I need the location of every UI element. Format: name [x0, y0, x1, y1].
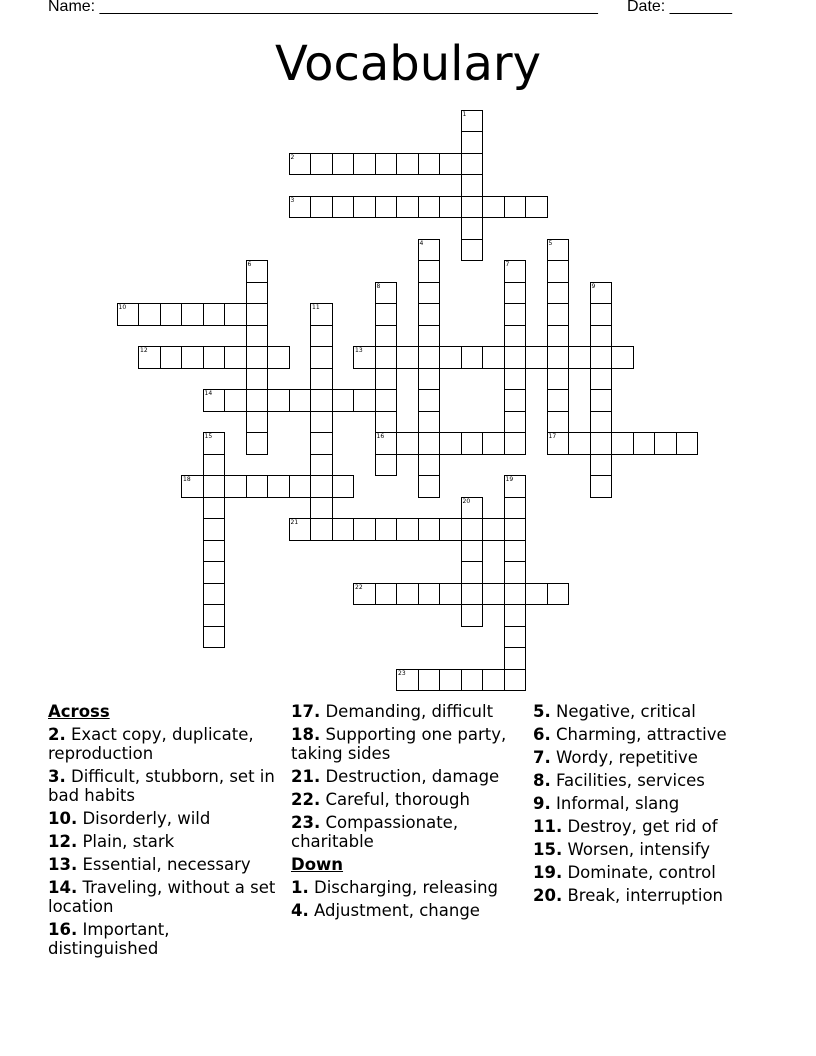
- crossword-cell[interactable]: [504, 669, 527, 692]
- crossword-cell[interactable]: [461, 196, 484, 219]
- clue-item-text: Essential, necessary: [77, 855, 251, 874]
- crossword-cell[interactable]: [203, 583, 226, 606]
- crossword-cell[interactable]: [375, 303, 398, 326]
- crossword-cell[interactable]: [418, 153, 441, 176]
- clue-item: [533, 702, 768, 721]
- crossword-cell[interactable]: [504, 497, 527, 520]
- crossword-cell[interactable]: [504, 583, 527, 606]
- clue-item-number: 21.: [291, 767, 321, 786]
- clue-item-number: 10.: [48, 809, 78, 828]
- crossword-cell[interactable]: [396, 153, 419, 176]
- crossword-cell[interactable]: [310, 432, 333, 455]
- crossword-cell[interactable]: [396, 518, 419, 541]
- crossword-cell[interactable]: [590, 389, 613, 412]
- crossword-cell[interactable]: [547, 346, 570, 369]
- crossword-cell[interactable]: [289, 196, 312, 219]
- crossword-cell[interactable]: [267, 475, 290, 498]
- clue-item-text: Destroy, get rid of: [562, 817, 718, 836]
- clue-item-text: Traveling, without a set location: [48, 878, 276, 916]
- clue-number: 14: [204, 390, 213, 397]
- crossword-cell[interactable]: [160, 303, 183, 326]
- clue-item: [48, 767, 283, 805]
- crossword-cell[interactable]: [375, 346, 398, 369]
- crossword-cell[interactable]: [547, 282, 570, 305]
- clue-number: 9: [591, 282, 596, 290]
- crossword-cell[interactable]: [246, 282, 269, 305]
- crossword-cell[interactable]: [547, 325, 570, 348]
- crossword-cell[interactable]: [246, 432, 269, 455]
- crossword-cell[interactable]: [396, 346, 419, 369]
- crossword-cell[interactable]: [418, 303, 441, 326]
- clue-item: [291, 790, 526, 809]
- crossword-cell[interactable]: [310, 475, 333, 498]
- clue-item-text: Destruction, damage: [320, 767, 500, 786]
- crossword-cell[interactable]: [246, 325, 269, 348]
- crossword-cell[interactable]: [439, 153, 462, 176]
- clue-number: 8: [376, 282, 381, 290]
- clue-item-text: Demanding, difficult: [320, 702, 494, 721]
- clue-item-number: 17.: [291, 702, 321, 721]
- clues-column-3: [533, 702, 768, 909]
- crossword-cell[interactable]: [418, 325, 441, 348]
- crossword-cell[interactable]: [332, 153, 355, 176]
- crossword-cell[interactable]: [461, 669, 484, 692]
- clue-item-number: 12.: [48, 832, 78, 851]
- crossword-cell[interactable]: [461, 346, 484, 369]
- crossword-cell[interactable]: [353, 196, 376, 219]
- crossword-cell[interactable]: [418, 346, 441, 369]
- crossword-cell[interactable]: [375, 432, 398, 455]
- crossword-cell[interactable]: [482, 346, 505, 369]
- clue-item: [48, 809, 283, 828]
- crossword-cell[interactable]: [590, 411, 613, 434]
- crossword-cell[interactable]: [246, 260, 269, 283]
- clue-item-text: Worsen, intensify: [562, 840, 710, 859]
- crossword-cell[interactable]: [160, 346, 183, 369]
- clue-item-text: Exact copy, duplicate, reproduction: [48, 725, 254, 763]
- clue-number: 22: [355, 583, 363, 591]
- clue-item-number: 1.: [291, 878, 309, 897]
- crossword-cell[interactable]: [203, 346, 226, 369]
- crossword-cell[interactable]: [203, 626, 226, 649]
- crossword-cell[interactable]: [439, 669, 462, 692]
- crossword-cell[interactable]: [310, 497, 333, 520]
- crossword-cell[interactable]: [482, 518, 505, 541]
- clue-section-heading: Across: [48, 702, 110, 721]
- crossword-cell[interactable]: [461, 153, 484, 176]
- crossword-cell[interactable]: [310, 196, 333, 219]
- crossword-cell[interactable]: [504, 368, 527, 391]
- crossword-cell[interactable]: [525, 346, 548, 369]
- crossword-cell[interactable]: [418, 389, 441, 412]
- crossword-cell[interactable]: [224, 475, 247, 498]
- clue-item-number: 22.: [291, 790, 321, 809]
- clue-number: 23: [398, 669, 406, 677]
- clues-column-1: [48, 702, 283, 962]
- clue-item: [48, 855, 283, 874]
- crossword-cell[interactable]: [547, 303, 570, 326]
- crossword-cell[interactable]: [418, 260, 441, 283]
- crossword-cell[interactable]: [310, 368, 333, 391]
- clue-number: 19: [505, 476, 514, 483]
- clue-number: 4: [419, 239, 424, 247]
- clue-item: [48, 725, 283, 763]
- clue-number: 2: [290, 153, 295, 161]
- crossword-cell[interactable]: [203, 561, 226, 584]
- clue-item-number: 3.: [48, 767, 66, 786]
- crossword-cell[interactable]: [439, 346, 462, 369]
- crossword-cell[interactable]: [633, 432, 656, 455]
- clue-item-text: Informal, slang: [550, 794, 680, 813]
- clue-item: [48, 920, 283, 958]
- crossword-cell[interactable]: [439, 432, 462, 455]
- crossword-cell[interactable]: [461, 497, 484, 520]
- crossword-cell[interactable]: [461, 174, 484, 197]
- crossword-cell[interactable]: [267, 389, 290, 412]
- clue-number: 18: [183, 476, 191, 483]
- crossword-cell[interactable]: [203, 432, 226, 455]
- crossword-cell[interactable]: [289, 389, 312, 412]
- clue-item-text: Careful, thorough: [320, 790, 470, 809]
- crossword-cell[interactable]: [525, 583, 548, 606]
- crossword-cell[interactable]: [246, 303, 269, 326]
- crossword-cell[interactable]: [375, 411, 398, 434]
- crossword-cell[interactable]: [375, 368, 398, 391]
- crossword-cell[interactable]: [547, 260, 570, 283]
- crossword-cell[interactable]: [590, 282, 613, 305]
- clue-item-number: 4.: [291, 901, 309, 920]
- clue-item-number: 9.: [533, 794, 551, 813]
- crossword-cell[interactable]: [375, 518, 398, 541]
- crossword-cell[interactable]: [396, 196, 419, 219]
- crossword-cell[interactable]: [396, 432, 419, 455]
- crossword-cell[interactable]: [590, 346, 613, 369]
- crossword-cell[interactable]: [590, 475, 613, 498]
- clue-number: 7: [505, 261, 510, 268]
- crossword-cell[interactable]: [482, 432, 505, 455]
- clue-item-number: 20.: [533, 886, 563, 905]
- clue-item-text: Break, interruption: [562, 886, 724, 905]
- crossword-cell[interactable]: [246, 389, 269, 412]
- clue-item-text: Compassionate, charitable: [291, 813, 459, 851]
- clue-section-heading: Down: [291, 855, 344, 874]
- crossword-cell[interactable]: [246, 411, 269, 434]
- date-field-label: Date: _______: [627, 0, 732, 15]
- crossword-cell[interactable]: [504, 389, 527, 412]
- clue-item: [48, 878, 283, 916]
- clue-item: [291, 901, 526, 920]
- crossword-cell[interactable]: [353, 389, 376, 412]
- crossword-cell[interactable]: [590, 432, 613, 455]
- clue-item-number: 16.: [48, 920, 78, 939]
- crossword-cell[interactable]: [289, 518, 312, 541]
- clue-number: 10: [118, 304, 127, 311]
- clue-item: [533, 748, 768, 767]
- clue-item-number: 23.: [291, 813, 321, 832]
- clue-item: [533, 840, 768, 859]
- clue-number: 15: [204, 433, 213, 440]
- clue-item-number: 19.: [533, 863, 563, 882]
- crossword-cell[interactable]: [203, 604, 226, 627]
- crossword-cell[interactable]: [353, 518, 376, 541]
- crossword-cell[interactable]: [590, 368, 613, 391]
- crossword-cell[interactable]: [332, 196, 355, 219]
- clue-item: [291, 702, 526, 721]
- crossword-cell[interactable]: [203, 303, 226, 326]
- crossword-cell[interactable]: [203, 454, 226, 477]
- crossword-cell[interactable]: [461, 110, 484, 133]
- crossword-cell[interactable]: [353, 346, 376, 369]
- clue-item-text: Discharging, releasing: [308, 878, 499, 897]
- crossword-cell[interactable]: [461, 432, 484, 455]
- crossword-cell[interactable]: [310, 153, 333, 176]
- crossword-cell[interactable]: [117, 303, 140, 326]
- clue-number: 6: [247, 261, 252, 268]
- crossword-cell[interactable]: [504, 475, 527, 498]
- crossword-cell[interactable]: [504, 604, 527, 627]
- crossword-cell[interactable]: [138, 346, 161, 369]
- clue-number: 12: [140, 347, 148, 354]
- crossword-cell[interactable]: [418, 583, 441, 606]
- clue-item-text: Wordy, repetitive: [550, 748, 698, 767]
- crossword-cell[interactable]: [203, 389, 226, 412]
- crossword-cell[interactable]: [504, 647, 527, 670]
- crossword-cell[interactable]: [418, 432, 441, 455]
- crossword-cell[interactable]: [289, 153, 312, 176]
- crossword-cell[interactable]: [181, 303, 204, 326]
- crossword-cell[interactable]: [461, 540, 484, 563]
- clue-number: 1: [462, 110, 467, 118]
- clue-item-text: Charming, attractive: [550, 725, 727, 744]
- crossword-cell[interactable]: [332, 389, 355, 412]
- crossword-cell[interactable]: [504, 325, 527, 348]
- crossword-cell[interactable]: [525, 196, 548, 219]
- crossword-cell[interactable]: [203, 497, 226, 520]
- crossword-cell[interactable]: [310, 346, 333, 369]
- crossword-cell[interactable]: [246, 475, 269, 498]
- crossword-cell[interactable]: [461, 131, 484, 154]
- clue-item-number: 13.: [48, 855, 78, 874]
- crossword-cell[interactable]: [676, 432, 699, 455]
- crossword-cell[interactable]: [353, 153, 376, 176]
- crossword-cell[interactable]: [418, 411, 441, 434]
- crossword-cell[interactable]: [461, 518, 484, 541]
- crossword-cell[interactable]: [504, 196, 527, 219]
- crossword-cell[interactable]: [310, 325, 333, 348]
- crossword-cell[interactable]: [504, 282, 527, 305]
- crossword-cell[interactable]: [181, 475, 204, 498]
- crossword-cell[interactable]: [138, 303, 161, 326]
- clue-item: [291, 725, 526, 763]
- crossword-cell[interactable]: [332, 518, 355, 541]
- clue-item-number: 8.: [533, 771, 551, 790]
- clue-item: [48, 832, 283, 851]
- crossword-cell[interactable]: [568, 432, 591, 455]
- clue-item-number: 18.: [291, 725, 321, 744]
- crossword-cell[interactable]: [482, 196, 505, 219]
- crossword-cell[interactable]: [547, 239, 570, 262]
- clue-number: 20: [462, 497, 471, 505]
- crossword-cell[interactable]: [375, 196, 398, 219]
- crossword-cell[interactable]: [375, 389, 398, 412]
- clue-item: [533, 886, 768, 905]
- crossword-cell[interactable]: [418, 239, 441, 262]
- crossword-cell[interactable]: [418, 475, 441, 498]
- crossword-cell[interactable]: [611, 346, 634, 369]
- crossword-cell[interactable]: [396, 669, 419, 692]
- crossword-cell[interactable]: [461, 561, 484, 584]
- clue-item-text: Difficult, stubborn, set in bad habits: [48, 767, 275, 805]
- crossword-cell[interactable]: [590, 325, 613, 348]
- clue-item-text: Disorderly, wild: [77, 809, 211, 828]
- crossword-cell[interactable]: [375, 325, 398, 348]
- crossword-cell[interactable]: [439, 196, 462, 219]
- clue-item-number: 14.: [48, 878, 78, 897]
- clue-item-text: Facilities, services: [550, 771, 705, 790]
- crossword-cell[interactable]: [504, 303, 527, 326]
- clue-item-number: 7.: [533, 748, 551, 767]
- clue-item: [291, 767, 526, 786]
- clues-column-2: [291, 702, 526, 924]
- clue-number: 13: [355, 347, 363, 354]
- crossword-cell[interactable]: [224, 389, 247, 412]
- crossword-cell[interactable]: [353, 583, 376, 606]
- crossword-cell[interactable]: [418, 669, 441, 692]
- crossword-cell[interactable]: [654, 432, 677, 455]
- crossword-cell[interactable]: [289, 475, 312, 498]
- crossword-cell[interactable]: [504, 518, 527, 541]
- clue-item-number: 2.: [48, 725, 66, 744]
- crossword-cell[interactable]: [246, 346, 269, 369]
- crossword-cell[interactable]: [482, 669, 505, 692]
- crossword-cell[interactable]: [504, 540, 527, 563]
- crossword-cell[interactable]: [547, 583, 570, 606]
- crossword-cell[interactable]: [310, 411, 333, 434]
- clue-item-text: Negative, critical: [550, 702, 696, 721]
- crossword-cell[interactable]: [375, 153, 398, 176]
- crossword-cell[interactable]: [375, 583, 398, 606]
- clue-item-text: Supporting one party, taking sides: [291, 725, 507, 763]
- crossword-cell[interactable]: [547, 411, 570, 434]
- crossword-cell[interactable]: [504, 626, 527, 649]
- crossword-cell[interactable]: [310, 389, 333, 412]
- clue-item-number: 15.: [533, 840, 563, 859]
- crossword-cell[interactable]: [310, 454, 333, 477]
- crossword-cell[interactable]: [504, 432, 527, 455]
- crossword-cell[interactable]: [224, 346, 247, 369]
- crossword-cell[interactable]: [590, 454, 613, 477]
- clue-number: 11: [312, 304, 320, 311]
- crossword-cell[interactable]: [482, 583, 505, 606]
- crossword-cell[interactable]: [310, 518, 333, 541]
- crossword-cell[interactable]: [375, 454, 398, 477]
- clue-item: [533, 863, 768, 882]
- clue-item-number: 6.: [533, 725, 551, 744]
- clue-item-number: 5.: [533, 702, 551, 721]
- clue-item: [291, 813, 526, 851]
- crossword-cell[interactable]: [396, 583, 419, 606]
- crossword-cell[interactable]: [547, 389, 570, 412]
- crossword-cell[interactable]: [310, 303, 333, 326]
- crossword-cell[interactable]: [418, 368, 441, 391]
- clue-item: [533, 771, 768, 790]
- clue-item-text: Important, distinguished: [48, 920, 170, 958]
- crossword-cell[interactable]: [504, 346, 527, 369]
- crossword-cell[interactable]: [461, 217, 484, 240]
- crossword-cell[interactable]: [203, 475, 226, 498]
- clue-item: [533, 794, 768, 813]
- crossword-cell[interactable]: [547, 368, 570, 391]
- clue-item: [291, 878, 526, 897]
- clue-item-text: Plain, stark: [77, 832, 175, 851]
- crossword-cell[interactable]: [181, 346, 204, 369]
- crossword-cell[interactable]: [203, 540, 226, 563]
- crossword-cell[interactable]: [461, 604, 484, 627]
- crossword-cell[interactable]: [504, 260, 527, 283]
- crossword-cell[interactable]: [375, 282, 398, 305]
- clue-item-text: Adjustment, change: [308, 901, 480, 920]
- crossword-cell[interactable]: [203, 518, 226, 541]
- crossword-cell[interactable]: [224, 303, 247, 326]
- crossword-cell[interactable]: [439, 518, 462, 541]
- crossword-cell[interactable]: [246, 368, 269, 391]
- clue-item-text: Dominate, control: [562, 863, 716, 882]
- clue-item-number: 11.: [533, 817, 563, 836]
- clue-number: 5: [548, 239, 553, 247]
- clue-number: 17: [548, 433, 557, 440]
- crossword-cell[interactable]: [504, 561, 527, 584]
- crossword-cell[interactable]: [418, 282, 441, 305]
- crossword-cell[interactable]: [590, 303, 613, 326]
- crossword-cell[interactable]: [418, 196, 441, 219]
- clue-item: [533, 725, 768, 744]
- crossword-cell[interactable]: [418, 454, 441, 477]
- clue-number: 3: [290, 196, 295, 204]
- crossword-cell[interactable]: [332, 475, 355, 498]
- crossword-cell[interactable]: [267, 346, 290, 369]
- page-title: Vocabulary: [274, 36, 542, 92]
- clue-number: 16: [376, 433, 385, 440]
- crossword-cell[interactable]: [418, 518, 441, 541]
- crossword-cell[interactable]: [461, 239, 484, 262]
- crossword-cell[interactable]: [439, 583, 462, 606]
- crossword-cell[interactable]: [611, 432, 634, 455]
- clue-item: [533, 817, 768, 836]
- name-field-label: Name: ________________________________________________________: [48, 0, 598, 15]
- crossword-cell[interactable]: [547, 432, 570, 455]
- crossword-cell[interactable]: [461, 583, 484, 606]
- crossword-cell[interactable]: [504, 411, 527, 434]
- clue-number: 21: [290, 519, 299, 526]
- crossword-cell[interactable]: [568, 346, 591, 369]
